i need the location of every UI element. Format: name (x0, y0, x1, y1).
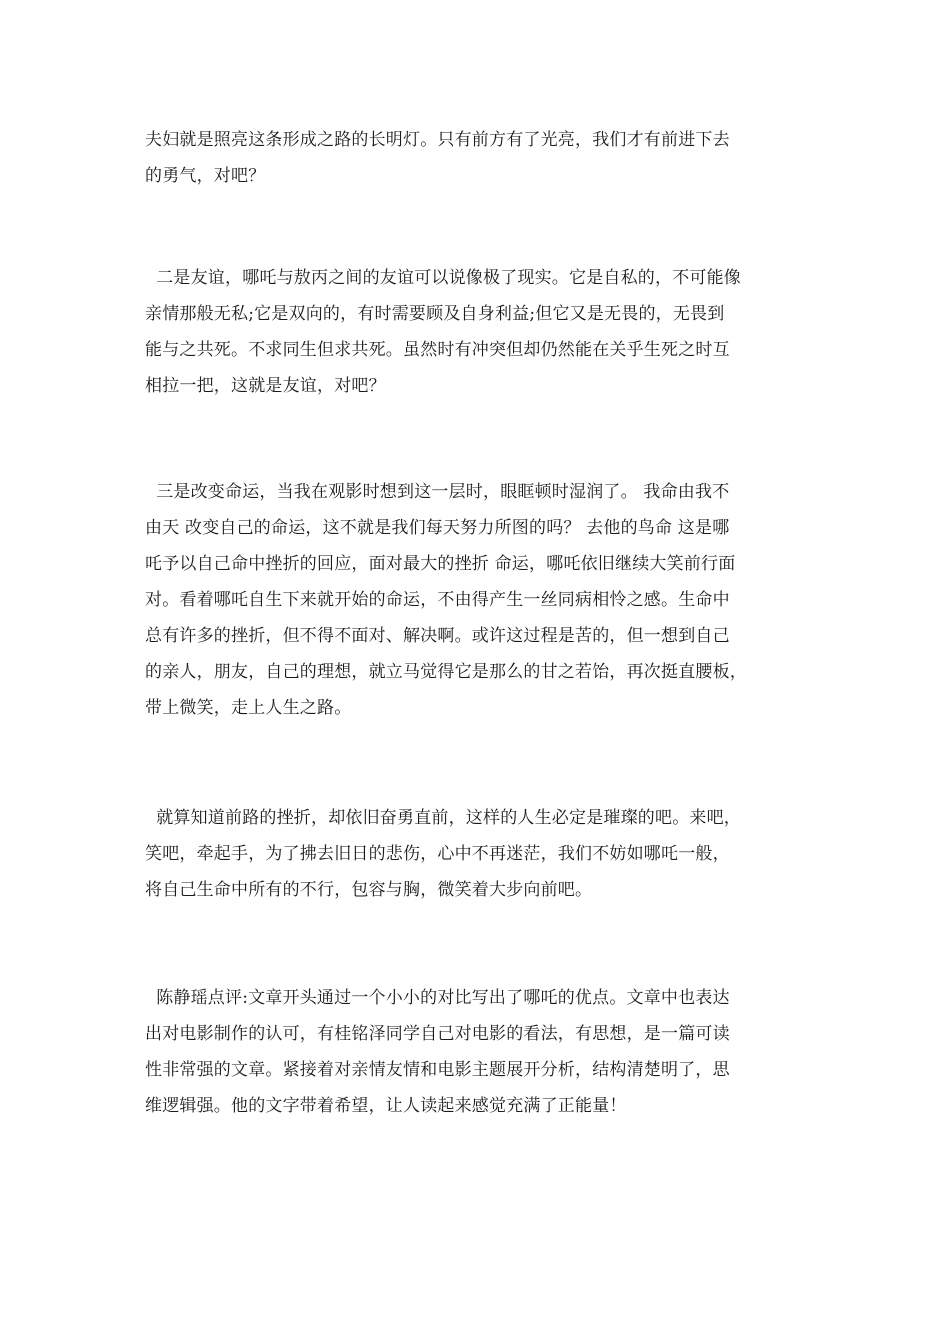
paragraph-line: 三是改变命运，当我在观影时想到这一层时，眼眶顿时湿润了。 我命由我不 (145, 482, 730, 502)
paragraph-line: 对。看着哪吒自生下来就开始的命运，不由得产生一丝同病相怜之感。生命中 (145, 590, 730, 610)
paragraph-line: 夫妇就是照亮这条形成之路的长明灯。只有前方有了光亮，我们才有前进下去 (145, 130, 730, 150)
paragraph-line: 总有许多的挫折，但不得不面对、解决啊。或许这过程是苦的，但一想到自己 (145, 626, 730, 646)
paragraph-line: 维逻辑强。他的文字带着希望，让人读起来感觉充满了正能量！ (145, 1096, 627, 1116)
paragraph-line: 相拉一把，这就是友谊，对吧？ (145, 376, 386, 396)
paragraph-line: 的亲人，朋友，自己的理想，就立马觉得它是那么的甘之若饴，再次挺直腰板， (145, 662, 747, 682)
paragraph-1 (145, 122, 810, 194)
paragraph-line: 吒予以自己命中挫折的回应，面对最大的挫折 命运，哪吒依旧继续大笑前行面 (145, 554, 736, 574)
paragraph-5 (145, 980, 810, 1124)
paragraph-line: 亲情那般无私;它是双向的，有时需要顾及自身利益;但它又是无畏的，无畏到 (145, 304, 725, 324)
paragraph-3 (145, 474, 810, 726)
paragraph-line: 带上微笑，走上人生之路。 (145, 698, 352, 718)
paragraph-line: 将自己生命中所有的不行，包容与胸，微笑着大步向前吧。 (145, 880, 593, 900)
paragraph-line: 就算知道前路的挫折，却依旧奋勇直前，这样的人生必定是璀璨的吧。来吧， (145, 808, 742, 828)
paragraph-line: 能与之共死。不求同生但求共死。虽然时有冲突但却仍然能在关乎生死之时互 (145, 340, 730, 360)
paragraph-line: 笑吧，牵起手，为了拂去旧日的悲伤，心中不再迷茫，我们不妨如哪吒一般， (145, 844, 730, 864)
paragraph-line: 性非常强的文章。紧接着对亲情友情和电影主题展开分析，结构清楚明了，思 (145, 1060, 730, 1080)
paragraph-2 (145, 260, 810, 404)
paragraph-line: 的勇气，对吧？ (145, 166, 266, 186)
paragraph-line: 陈静瑶点评:文章开头通过一个小小的对比写出了哪吒的优点。文章中也表达 (145, 988, 730, 1008)
paragraph-line: 出对电影制作的认可，有桂铭泽同学自己对电影的看法，有思想，是一篇可读 (145, 1024, 730, 1044)
paragraph-4 (145, 800, 810, 908)
paragraph-line: 由天 改变自己的命运，这不就是我们每天努力所图的吗？ 去他的鸟命 这是哪 (145, 518, 730, 538)
paragraph-line: 二是友谊，哪吒与敖丙之间的友谊可以说像极了现实。它是自私的，不可能像 (145, 268, 742, 288)
